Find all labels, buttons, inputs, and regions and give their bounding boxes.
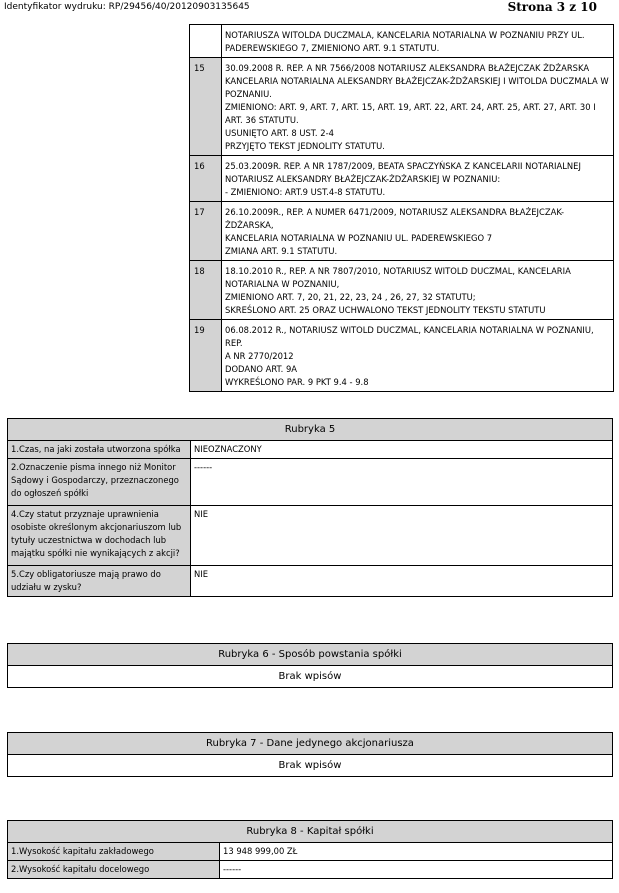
row-text bbox=[222, 58, 614, 156]
section-title: Rubryka 8 - Kapitał spółki bbox=[8, 821, 613, 843]
text-line: PADEREWSKIEGO 7, ZMIENIONO ART. 9.1 STATUTU. bbox=[225, 43, 440, 53]
row-number: 18 bbox=[190, 261, 222, 320]
table-row bbox=[8, 755, 613, 777]
section-header-row bbox=[8, 733, 613, 755]
continuation-cell bbox=[222, 25, 614, 58]
table-row bbox=[8, 861, 613, 879]
table-row bbox=[190, 202, 614, 261]
text-line: KANCELARIA NOTARIALNA W POZNANIU UL. PADEREWSKIEGO 7 bbox=[225, 233, 493, 243]
print-identifier: Identyfikator wydruku: RP/29456/40/20120903135645 bbox=[4, 2, 250, 12]
text-line: KANCELARIA NOTARIALNA ALEKSANDRY BŁAŻEJCZAK-ŻDŻARSKIEJ I WITOLDA DUCZMALA W bbox=[225, 76, 609, 86]
row-number-cell bbox=[190, 25, 222, 58]
row-text bbox=[222, 320, 614, 392]
text-line: 25.03.2009R. REP. A NR 1787/2009, BEATA SPACZYŃSKA Z KANCELARII NOTARIALNEJ bbox=[225, 161, 581, 171]
row-text bbox=[222, 156, 614, 202]
field-value: NIE bbox=[191, 506, 613, 566]
no-entries: Brak wpisów bbox=[8, 755, 613, 777]
table-row bbox=[190, 156, 614, 202]
table-row bbox=[190, 261, 614, 320]
section-title: Rubryka 7 - Dane jedynego akcjonariusza bbox=[8, 733, 613, 755]
field-label: 1.Wysokość kapitału zakładowego bbox=[8, 843, 220, 861]
field-label: 2.Oznaczenie pisma innego niż Monitor Sądowy i Gospodarczy, przeznaczonego do ogłoszeń spółki bbox=[8, 459, 191, 506]
page-number: Strona 3 z 10 bbox=[507, 0, 597, 14]
text-line: USUNIĘTO ART. 8 UST. 2-4 bbox=[225, 128, 334, 138]
text-line: NOTARIUSZ ALEKSANDRY BŁAŻEJCZAK-ŻDŻARSKIEJ W POZNANIU: bbox=[225, 174, 501, 184]
text-line: 18.10.2010 R., REP. A NR 7807/2010, NOTARIUSZ WITOLD DUCZMAL, KANCELARIA bbox=[225, 266, 571, 276]
section-header-row bbox=[8, 644, 613, 666]
text-line: 30.09.2008 R. REP. A NR 7566/2008 NOTARIUSZ ALEKSANDRA BŁAŻEJCZAK ŻDŻARSKA bbox=[225, 63, 590, 73]
text-line: NOTARIUSZA WITOLDA DUCZMALA, KANCELARIA NOTARIALNA W POZNANIU PRZY UL. bbox=[225, 30, 585, 40]
field-value: NIEOZNACZONY bbox=[191, 441, 613, 459]
text-line: ZMIANA ART. 9.1 STATUTU. bbox=[225, 246, 338, 256]
field-value: ------ bbox=[191, 459, 613, 506]
text-line: A NR 2770/2012 bbox=[225, 351, 294, 361]
row-number: 17 bbox=[190, 202, 222, 261]
text-line: - ZMIENIONO: ART.9 UST.4-8 STATUTU. bbox=[225, 187, 386, 197]
row-number: 16 bbox=[190, 156, 222, 202]
text-line: 26.10.2009R., REP. A NUMER 6471/2009, NOTARIUSZ ALEKSANDRA BŁAŻEJCZAK-ŻDŻARSKA, bbox=[225, 207, 564, 230]
table-row bbox=[8, 843, 613, 861]
row-number: 19 bbox=[190, 320, 222, 392]
text-line: NOTARIALNA W POZNANIU, bbox=[225, 279, 340, 289]
text-line: POZNANIU. bbox=[225, 89, 272, 99]
table-row bbox=[190, 25, 614, 58]
text-line: ART. 36 STATUTU. bbox=[225, 115, 299, 125]
table-row bbox=[8, 566, 613, 597]
text-line: SKREŚLONO ART. 25 ORAZ UCHWALONO TEKST JEDNOLITY TEKSTU STATUTU bbox=[225, 305, 546, 315]
table-row bbox=[8, 666, 613, 688]
text-line: PRZYJĘTO TEKST JEDNOLITY STATUTU. bbox=[225, 141, 385, 151]
section-title: Rubryka 6 - Sposób powstania spółki bbox=[8, 644, 613, 666]
field-value: ------ bbox=[220, 861, 613, 879]
field-label: 5.Czy obligatoriusze mają prawo do udziału w zysku? bbox=[8, 566, 191, 597]
notarial-changes-table bbox=[189, 24, 614, 392]
section-header-row bbox=[8, 419, 613, 441]
row-number: 15 bbox=[190, 58, 222, 156]
section-title: Rubryka 5 bbox=[8, 419, 613, 441]
text-line: WYKREŚLONO PAR. 9 PKT 9.4 - 9.8 bbox=[225, 377, 369, 387]
row-text bbox=[222, 261, 614, 320]
field-label: 1.Czas, na jaki została utworzona spółka bbox=[8, 441, 191, 459]
rubryka-6-table bbox=[7, 643, 613, 688]
rubryka-7-table bbox=[7, 732, 613, 777]
text-line: ZMIENIONO: ART. 9, ART. 7, ART. 15, ART. 19, ART. 22, ART. 24, ART. 25, ART. 27, ART. 30 I bbox=[225, 102, 596, 112]
rubryka-8-table bbox=[7, 820, 613, 879]
table-row bbox=[8, 459, 613, 506]
table-row bbox=[8, 441, 613, 459]
row-text bbox=[222, 202, 614, 261]
field-value: 13 948 999,00 ZŁ bbox=[220, 843, 613, 861]
field-value: NIE bbox=[191, 566, 613, 597]
table-row bbox=[8, 506, 613, 566]
text-line: ZMIENIONO ART. 7, 20, 21, 22, 23, 24 , 26, 27, 32 STATUTU; bbox=[225, 292, 476, 302]
no-entries: Brak wpisów bbox=[8, 666, 613, 688]
field-label: 2.Wysokość kapitału docelowego bbox=[8, 861, 220, 879]
table-row bbox=[190, 58, 614, 156]
text-line: 06.08.2012 R., NOTARIUSZ WITOLD DUCZMAL, KANCELARIA NOTARIALNA W POZNANIU, REP. bbox=[225, 325, 597, 348]
field-label: 4.Czy statut przyznaje uprawnienia osobiste określonym akcjonariuszom lub tytuły uczestnictwa w dochodach lub majątku spółki nie wynikających z akcji? bbox=[8, 506, 191, 566]
rubryka-5-table bbox=[7, 418, 613, 597]
table-row bbox=[190, 320, 614, 392]
text-line: DODANO ART. 9A bbox=[225, 364, 298, 374]
section-header-row bbox=[8, 821, 613, 843]
